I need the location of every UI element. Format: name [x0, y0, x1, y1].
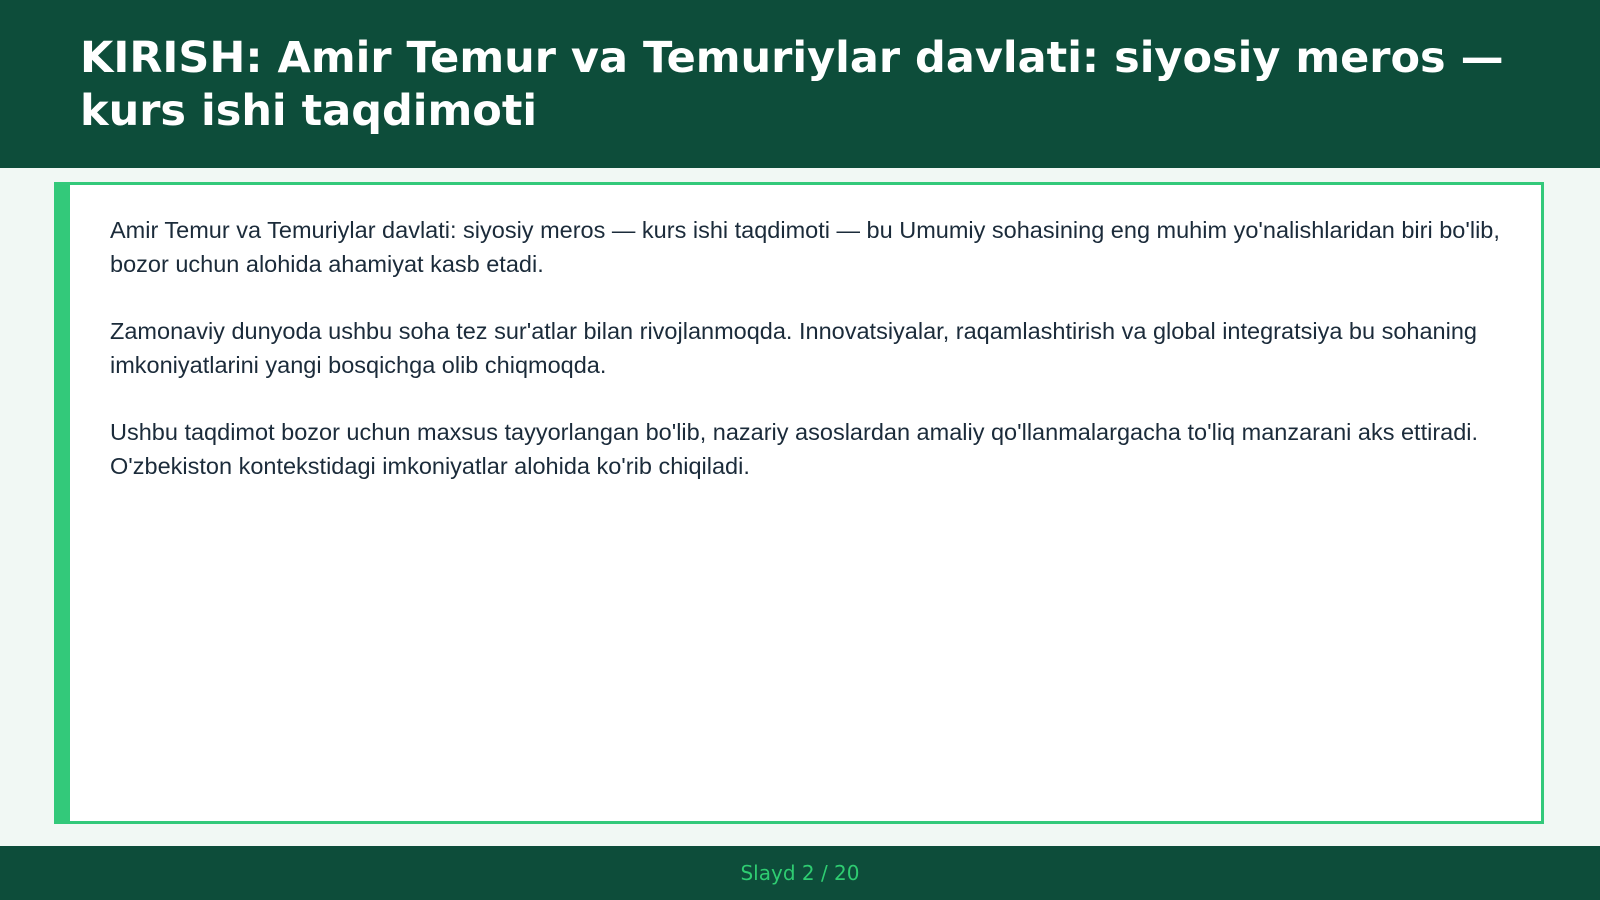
- slide-header: [0, 0, 1600, 168]
- content-card: [54, 182, 1544, 824]
- paragraph-modern-world: Zamonaviy dunyoda ushbu soha tez sur'atlar bilan rivojlanmoqda. Innovatsiyalar, raqamlashtirish va global integratsiya bu sohaning imkoniyatlarini yangi bosqichga olib chiqmoqda.: [110, 318, 1477, 378]
- slide-title: KIRISH: Amir Temur va Temuriylar davlati: siyosiy meros — kurs ishi taqdimoti: [80, 33, 1504, 136]
- paragraph-intro: Amir Temur va Temuriylar davlati: siyosiy meros — kurs ishi taqdimoti — bu Umumiy sohasining eng muhim yo'nalishlaridan biri bo'lib, bozor uchun alohida ahamiyat kasb etadi.: [110, 217, 1500, 277]
- paragraph-presentation-purpose: Ushbu taqdimot bozor uchun maxsus tayyorlangan bo'lib, nazariy asoslardan amaliy qo'llanmalargacha to'liq manzarani aks ettiradi. O'zbekiston kontekstidagi imkoniyatlar alohida ko'rib chiqiladi.: [110, 419, 1479, 479]
- content-text: [110, 213, 1510, 516]
- slide-footer: [0, 846, 1600, 900]
- slide-counter: Slayd 2 / 20: [740, 861, 860, 885]
